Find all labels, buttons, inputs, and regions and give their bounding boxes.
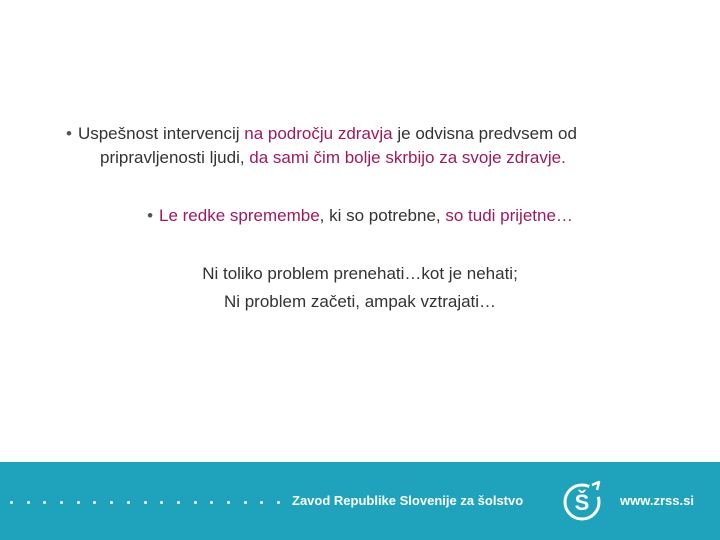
quote-block [0,260,720,316]
bullet-1-text-a: Uspešnost intervencij [77,124,245,143]
bullet-1-highlight-a: na področju zdravja [244,124,393,143]
bullet-1-text-b: je odvisna predvsem od [392,124,577,143]
bullet-2-text-a: , ki so potrebne, [319,206,446,225]
footer-url-link[interactable]: www.zrss.si [620,493,694,508]
logo-letter: Š [574,490,590,515]
bullet-1-text-c: pripravljenosti ljudi, [100,148,250,167]
bullet-dot-icon: • [147,206,154,225]
zrss-logo-icon [559,479,605,525]
bullet-1-line-1 [66,122,686,146]
footer-dotted-line [10,492,280,512]
bullet-dot-icon: • [66,124,72,143]
footer-organization-name: Zavod Republike Slovenije za šolstvo [292,493,524,508]
bullet-point-1 [66,122,686,170]
bullet-2-highlight-a: Le redke spremembe [159,206,320,225]
quote-line-1: Ni toliko problem prenehati…kot je nehati; [202,264,518,283]
bullet-2-highlight-b: so tudi prijetne… [445,206,573,225]
quote-line-2: Ni problem začeti, ampak vztrajati… [223,292,497,311]
bullet-1-highlight-b: da sami čim bolje skrbijo za svoje zdravje. [249,148,566,167]
bullet-1-line-2 [66,146,686,170]
bullet-point-2 [0,204,720,228]
